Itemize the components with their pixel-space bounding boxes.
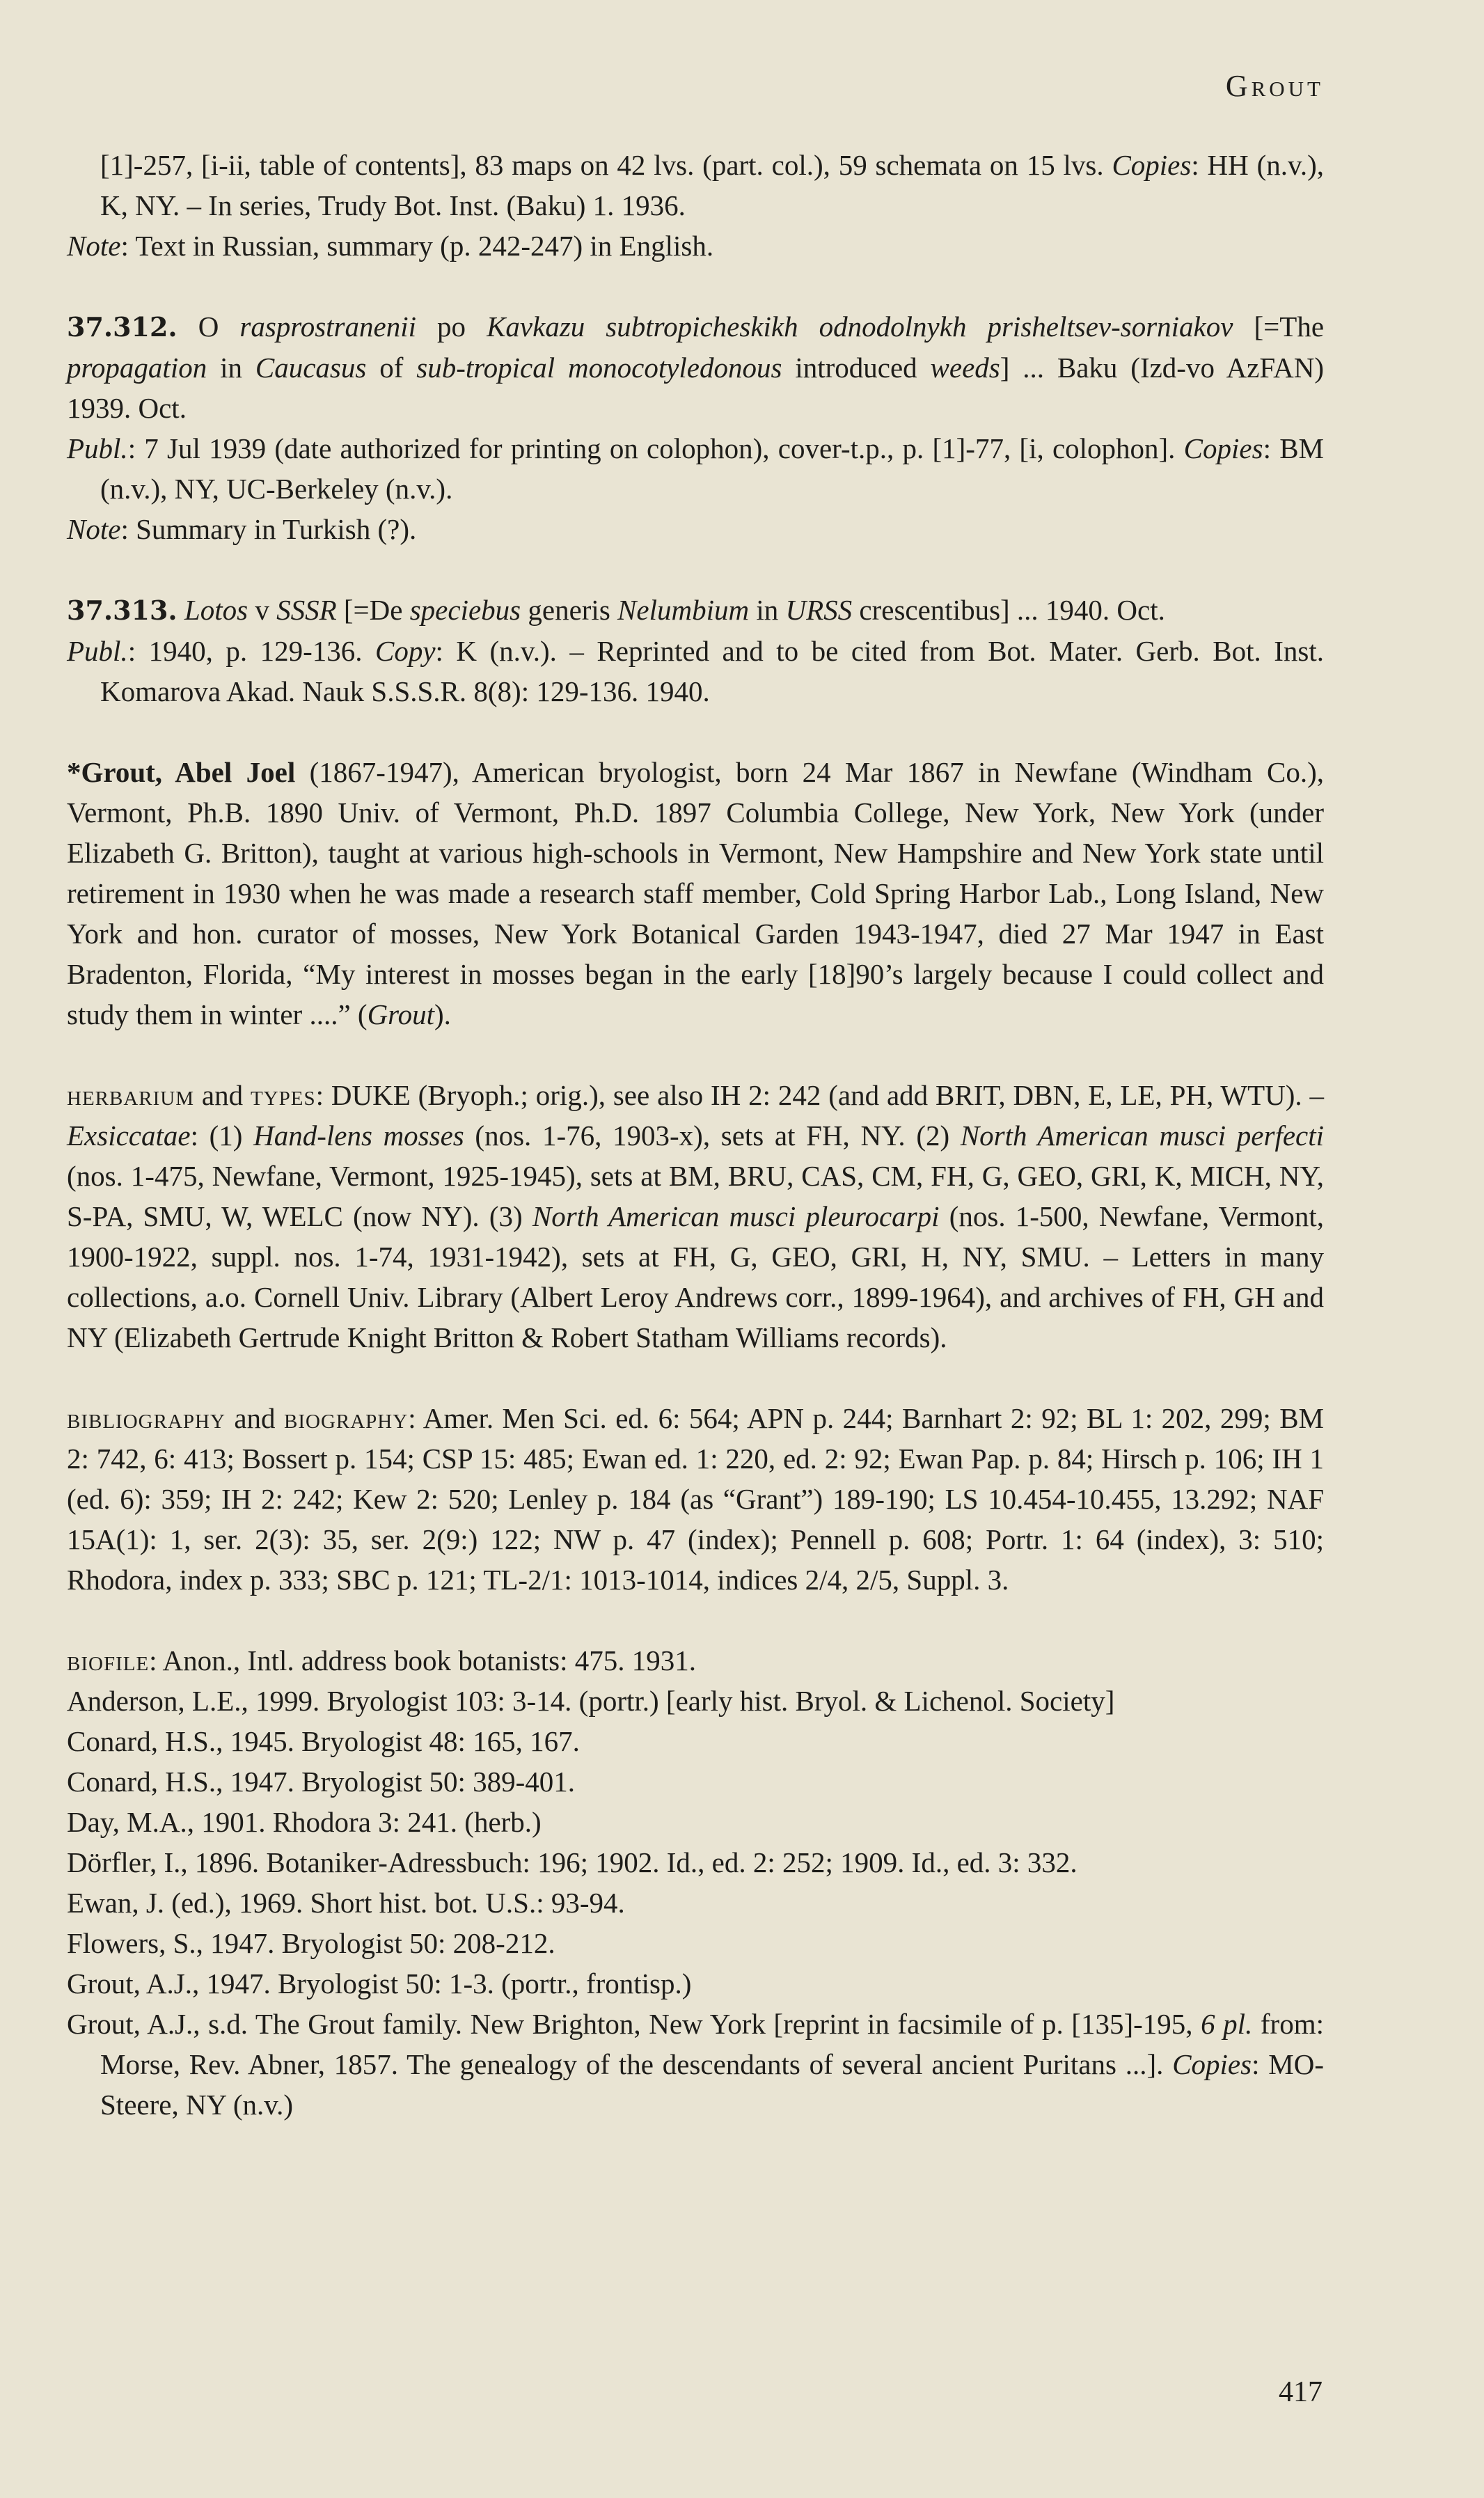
entry-continuation <box>67 145 1324 226</box>
note-text: : Text in Russian, summary (p. 242-247) in English. <box>120 230 714 262</box>
biofile-entry: Flowers, S., 1947. Bryologist 50: 208-212. <box>67 1927 555 1959</box>
publ-label: Publ. <box>67 635 128 667</box>
section-label: types <box>250 1079 316 1111</box>
biofile-entry: Grout, A.J., s.d. The Grout family. New Brighton, New York [reprint in facsimile of p. [135]-195, 6 pl. from: Morse, Rev. Abner, 1857. The genealogy of the descendants of several ancient Puritans ...]. Copies: MO-Steere, NY (n.v.) <box>67 2008 1324 2121</box>
bibliography-section: bibliography and biography: Amer. Men Sci. ed. 6: 564; APN p. 244; Barnhart 2: 92; BL 1: 202, 299; BM 2: 742, 6: 413; Bossert p. 154; CSP 15: 485; Ewan ed. 1: 220, ed. 2: 92; Ewan Pap. p. 84; Hirsch p. 106; IH 1 (ed. 6): 359; IH 2: 242; Kew 2: 520; Lenley p. 184 (as “Grant”) 189-190; LS 10.454-10.455, 13.292; NAF 15A(1): 1, ser. 2(3): 35, ser. 2(9:) 122; NW p. 47 (index); Pennell p. 608; Portr. 1: 64 (index), 3: 510; Rhodora, index p. 333; SBC p. 121; TL-2/1: 1013-1014, indices 2/4, 2/5, Suppl. 3. <box>67 1402 1324 1596</box>
note-label: Note <box>67 230 121 262</box>
author-name: *Grout, Abel Joel <box>67 756 296 788</box>
biofile-entry: Ewan, J. (ed.), 1969. Short hist. bot. U.S.: 93-94. <box>67 1887 625 1919</box>
section-label: bibliography <box>67 1402 226 1434</box>
biofile-entry: Dörfler, I., 1896. Botaniker-Adressbuch: 196; 1902. Id., ed. 2: 252; 1909. Id., ed. 3: 332. <box>67 1846 1078 1878</box>
entry-publ: Publ.: 1940, p. 129-136. Copy: K (n.v.). – Reprinted and to be cited from Bot. Mater. Gerb. Bot. Inst. Komarova Akad. Nauk S.S.S.R. 8(8): 129-136. 1940. <box>67 635 1324 707</box>
biofile-entry: Conard, H.S., 1947. Bryologist 50: 389-401. <box>67 1766 576 1798</box>
page-number: 417 <box>1279 2376 1323 2408</box>
biofile-section: biofile: Anon., Intl. address book botanists: 475. 1931. <box>67 1644 696 1676</box>
biofile-entry: Grout, A.J., 1947. Bryologist 50: 1-3. (portr., frontisp.) <box>67 1967 692 2000</box>
entry-number: 37.312. <box>67 311 177 343</box>
copy-label: Copy <box>374 635 436 667</box>
copies-label: Copies <box>1112 149 1192 181</box>
copies-text: : HH (n.v.), K, NY. – In series, Trudy Bot. Inst. (Baku) 1. 1936. <box>100 149 1324 221</box>
section-label: biography <box>284 1402 409 1434</box>
section-label: biofile <box>67 1644 150 1676</box>
entry-publ: Publ.: 7 Jul 1939 (date authorized for printing on colophon), cover-t.p., p. [1]-77, [i, colophon]. Copies: BM (n.v.), NY, UC-Berkeley (n.v.). <box>67 432 1324 505</box>
page-body <box>67 145 1324 2125</box>
publ-label: Publ. <box>67 432 128 464</box>
note-label: Note <box>67 513 121 545</box>
biofile-entry: Conard, H.S., 1945. Bryologist 48: 165, 167. <box>67 1725 580 1757</box>
biofile-entry: Anderson, L.E., 1999. Bryologist 103: 3-14. (portr.) [early hist. Bryol. & Lichenol. Society] <box>67 1685 1115 1717</box>
entry-37-312: 37.312. O rasprostranenii po Kavkazu subtropicheskikh odnodolnykh prisheltsev-sorniakov [=The propagation in Caucasus of sub-tropical monocotyledonous introduced weeds] ... Baku (Izd-vo AzFAN) 1939. Oct. <box>67 311 1325 424</box>
entry-37-313: 37.313. Lotos v SSSR [=De speciebus generis Nelumbium in URSS crescentibus] ... 1940. Oct. <box>67 594 1165 626</box>
entry-note: Note: Summary in Turkish (?). <box>67 513 417 545</box>
entry-note <box>67 226 1324 266</box>
collation: [1]-257, [i-ii, table of contents], 83 maps on 42 lvs. (part. col.), 59 schemata on 15 lvs. <box>100 149 1104 181</box>
herbarium-section: herbarium and types: DUKE (Bryoph.; orig.), see also IH 2: 242 (and add BRIT, DBN, E, LE, PH, WTU). – Exsiccatae: (1) Hand-lens mosses (nos. 1-76, 1903-x), sets at FH, NY. (2) North American musci perfecti (nos. 1-475, Newfane, Vermont, 1925-1945), sets at BM, BRU, CAS, CM, FH, G, GEO, GRI, K, MICH, NY, S-PA, SMU, W, WELC (now NY). (3) North American musci pleurocarpi (nos. 1-500, Newfane, Vermont, 1900-1922, suppl. nos. 1-74, 1931-1942), sets at FH, G, GEO, GRI, H, NY, SMU. – Letters in many collections, a.o. Cornell Univ. Library (Albert Leroy Andrews corr., 1899-1964), and archives of FH, GH and NY (Elizabeth Gertrude Knight Britton & Robert Statham Williams records). <box>67 1079 1325 1353</box>
author-biography: *Grout, Abel Joel (1867-1947), American bryologist, born 24 Mar 1867 in Newfane (Windham Co.), Vermont, Ph.B. 1890 Univ. of Vermont, Ph.D. 1897 Columbia College, New York, New York (under Elizabeth G. Britton), taught at various high-schools in Vermont, New Hampshire and New York state until retirement in 1930 when he was made a research staff member, Cold Spring Harbor Lab., Long Island, New York and hon. curator of mosses, New York Botanical Garden 1943-1947, died 27 Mar 1947 in East Bradenton, Florida, “My interest in mosses began in the early [18]90’s largely because I could collect and study them in winter ....” (Grout). <box>67 756 1324 1030</box>
section-label: herbarium <box>67 1079 195 1111</box>
running-head: Grout <box>1225 69 1324 103</box>
biofile-entry: Day, M.A., 1901. Rhodora 3: 241. (herb.) <box>67 1806 542 1838</box>
copies-label: Copies <box>1183 432 1263 464</box>
entry-number: 37.313. <box>67 595 177 626</box>
